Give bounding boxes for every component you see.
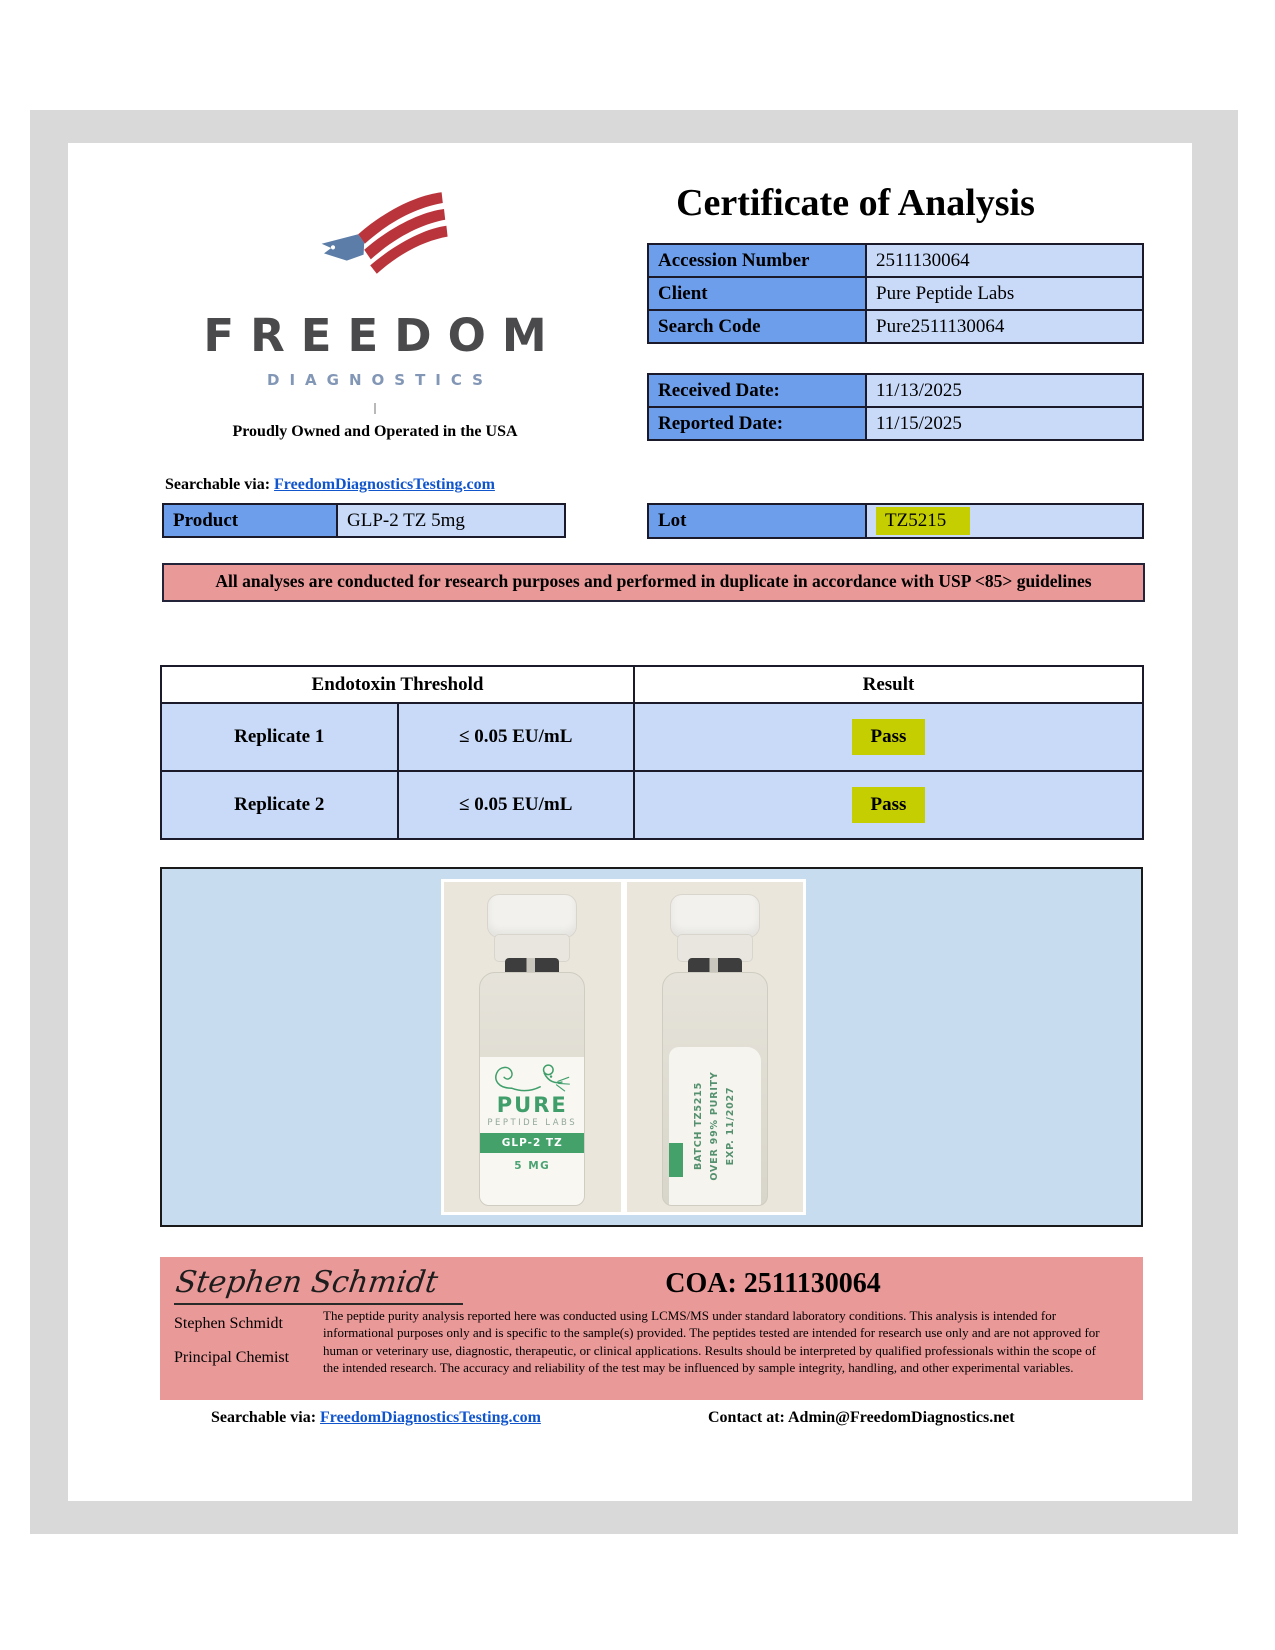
vial-back-text xyxy=(691,1051,739,1201)
footer-searchable-line xyxy=(211,1409,541,1427)
received-date-value: 11/13/2025 xyxy=(866,374,1143,407)
table-row xyxy=(648,374,1143,407)
brand-name: FREEDOM xyxy=(203,309,563,362)
vial-back-band xyxy=(669,1143,683,1177)
research-notice-banner: All analyses are conducted for research purposes and performed in duplicate in accordance with USP <85> guidelines xyxy=(162,563,1145,602)
vial-exp-text: EXP. 11/2027 xyxy=(724,1086,736,1166)
replicate-1-threshold: ≤ 0.05 EU/mL xyxy=(398,703,635,771)
client-label: Client xyxy=(648,277,866,310)
product-table xyxy=(162,503,566,538)
vial-cap xyxy=(670,894,760,938)
vial-back-label xyxy=(669,1047,761,1205)
result-header: Result xyxy=(634,666,1143,703)
endotoxin-threshold-header: Endotoxin Threshold xyxy=(161,666,634,703)
table-row xyxy=(161,703,1143,771)
pass-badge: Pass xyxy=(852,719,926,755)
vial-back-view xyxy=(627,882,804,1212)
footer-searchable-link[interactable]: FreedomDiagnosticsTesting.com xyxy=(320,1409,541,1426)
lot-label: Lot xyxy=(648,504,866,538)
replicate-1-result-cell xyxy=(634,703,1143,771)
table-row xyxy=(648,244,1143,277)
table-row xyxy=(163,504,565,537)
vial-dose-text: 5 MG xyxy=(514,1160,551,1172)
signature-block xyxy=(160,1257,1143,1400)
coa-number: COA: 2511130064 xyxy=(665,1268,881,1299)
replicate-2-result-cell xyxy=(634,771,1143,839)
brand-tagline: Proudly Owned and Operated in the USA xyxy=(232,423,518,440)
product-label: Product xyxy=(163,504,337,537)
footer-searchable-label: Searchable via: xyxy=(211,1409,317,1426)
table-row xyxy=(648,277,1143,310)
vial-subbrand-text: PEPTIDE LABS xyxy=(487,1118,578,1128)
table-row xyxy=(648,310,1143,343)
searchable-link[interactable]: FreedomDiagnosticsTesting.com xyxy=(274,476,495,493)
lot-table xyxy=(647,503,1144,539)
certificate-content xyxy=(68,143,1192,1501)
mouse-logo-icon xyxy=(489,1061,575,1095)
pass-badge: Pass xyxy=(852,787,926,823)
received-date-label: Received Date: xyxy=(648,374,866,407)
page-title: Certificate of Analysis xyxy=(676,182,1035,224)
search-code-value: Pure2511130064 xyxy=(866,310,1143,343)
vial-front-view xyxy=(444,882,621,1212)
footer-contact: Contact at: Admin@FreedomDiagnostics.net xyxy=(708,1409,1015,1426)
accession-number-label: Accession Number xyxy=(648,244,866,277)
vial-batch-text: BATCH TZ5215 xyxy=(692,1082,704,1170)
signature-script xyxy=(174,1265,463,1305)
table-row xyxy=(161,771,1143,839)
signature-script-text: Stephen Schmidt xyxy=(173,1265,440,1300)
search-code-label: Search Code xyxy=(648,310,866,343)
disclaimer-text: The peptide purity analysis reported here was conducted using LCMS/MS under standard laboratory conditions. This analysis is intended for informational purposes only and is specific to the sample(s) provided. The peptides tested are intended for research use only and are not approved for human or veterinary use, diagnostic, therapeutic, or clinical applications. Results should be interpreted by qualified professionals within the scope of the intended research. The accuracy and reliability of the test may be influenced by sample integrity, handling, and other experimental variables. xyxy=(323,1308,1100,1376)
divider-tick xyxy=(374,403,376,414)
vial-back xyxy=(655,894,775,1209)
vial-cap xyxy=(487,894,577,938)
lot-value-cell xyxy=(866,504,1143,538)
lot-value-highlight: TZ5215 xyxy=(876,507,970,535)
accession-table xyxy=(647,243,1144,344)
reported-date-label: Reported Date: xyxy=(648,407,866,440)
vial-front-label xyxy=(480,1057,584,1205)
searchable-line xyxy=(165,476,495,494)
product-value: GLP-2 TZ 5mg xyxy=(337,504,565,537)
vial-photo-panel xyxy=(160,867,1143,1227)
replicate-2-threshold: ≤ 0.05 EU/mL xyxy=(398,771,635,839)
brand-subname: DIAGNOSTICS xyxy=(267,371,493,389)
vial-glass-body xyxy=(479,972,585,1206)
dates-table xyxy=(647,373,1144,441)
vial-glass-body xyxy=(662,972,768,1206)
client-value: Pure Peptide Labs xyxy=(866,277,1143,310)
logo-block xyxy=(155,183,595,441)
vial-purity-text: OVER 99% PURITY xyxy=(708,1071,720,1181)
table-header-row xyxy=(161,666,1143,703)
signer-name: Stephen Schmidt xyxy=(174,1315,283,1332)
endotoxin-results-table xyxy=(160,665,1144,840)
searchable-label: Searchable via: xyxy=(165,476,271,493)
replicate-2-label: Replicate 2 xyxy=(161,771,398,839)
accession-number-value: 2511130064 xyxy=(866,244,1143,277)
vial-photo xyxy=(441,879,806,1215)
vial-brand-text: PURE xyxy=(496,1093,568,1117)
table-row xyxy=(648,407,1143,440)
reported-date-value: 11/15/2025 xyxy=(866,407,1143,440)
table-row xyxy=(648,504,1143,538)
replicate-1-label: Replicate 1 xyxy=(161,703,398,771)
eagle-flag-logo-icon xyxy=(300,183,450,295)
vial-front xyxy=(472,894,592,1209)
vial-product-band: GLP-2 TZ xyxy=(480,1133,584,1153)
signer-role: Principal Chemist xyxy=(174,1349,290,1366)
